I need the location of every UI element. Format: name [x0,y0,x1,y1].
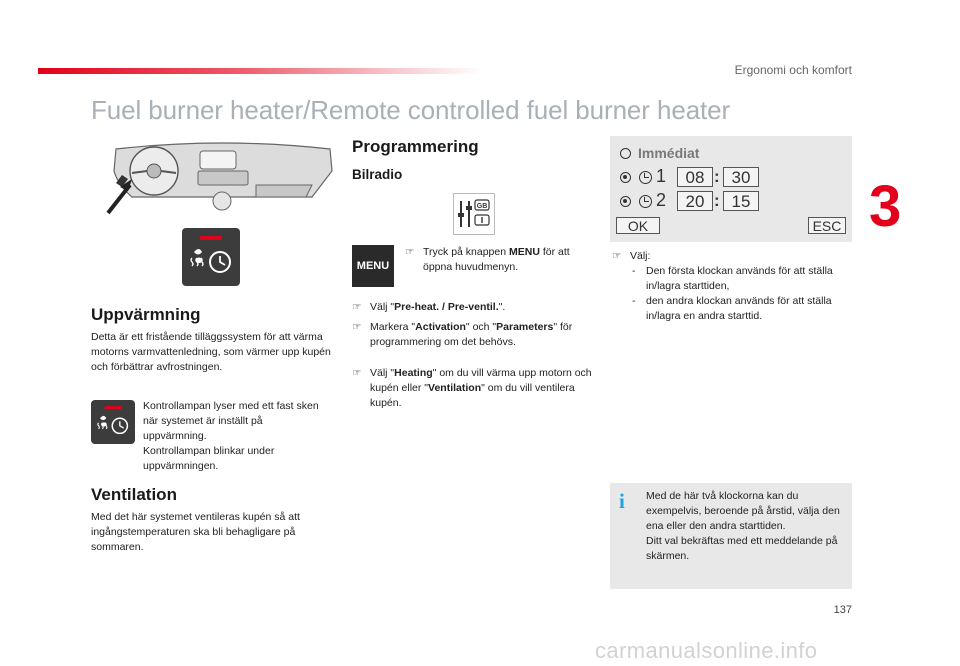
heater-lamp-large [182,228,240,286]
timer2-hour: 20 [677,191,713,211]
section-label: Ergonomi och komfort [734,63,852,77]
immediate-row [610,143,852,167]
timer1-separator: : [714,167,720,186]
immediate-label: Immédiat [638,145,700,161]
pointer-icon: ☞ [405,246,415,258]
chapter-number: 3 [869,174,902,239]
list-item: - den andra klockan används för att ställa in/lagra en andra starttid. [630,294,852,324]
timer1-minute: 30 [723,167,759,187]
step-press-menu: ☞ Tryck på knappen MENU för att öppna huvudmenyn. [405,246,570,273]
radio-button-icon [620,148,631,159]
timer2-index: 2 [656,190,667,210]
page-number: 137 [833,604,852,616]
watermark: carmanualsonline.info [595,638,818,663]
programming-heading: Programmering [352,137,479,156]
dashboard-illustration [106,141,338,219]
pointer-icon: ☞ [612,250,622,262]
ventilation-heading: Ventilation [91,485,177,504]
clock-icon [639,195,652,208]
timer1-row [610,167,852,191]
ok-button: OK [616,217,660,234]
info-text: Med de här två klockorna kan du exempelvis, beroende på årstid, välja den ena eller den andra starttiden. Ditt val bekräftas med ett meddelande på skärmen. [646,490,840,562]
step-heating-ventilation: ☞ Välj "Heating" om du vill värma upp motorn och kupén eller "Ventilation" om du vill ventilera kupén. [352,367,592,409]
radio-settings-icon [453,193,495,235]
radio-button-selected-icon [620,196,631,207]
timer2-minute: 15 [723,191,759,211]
page-title: Fuel burner heater/Remote controlled fuel burner heater [91,95,731,125]
esc-button: ESC [808,217,846,234]
heating-heading: Uppvärmning [91,305,201,324]
radio-button-selected-icon [620,172,631,183]
car-radio-subheading: Bilradio [352,167,403,182]
timer1-index: 1 [656,166,667,186]
step-choose-clock [612,249,852,324]
info-icon: i [619,489,625,513]
radio-icon-label: GB [476,203,488,210]
clock-icon [639,171,652,184]
menu-button: MENU [352,245,394,287]
timer2-separator: : [714,191,720,210]
fuel-heater-timer-icon [182,228,240,286]
header-accent-bar [38,68,483,74]
ventilation-description: Med det här systemet ventileras kupén så att ingångstemperaturen ska bli behagligare på sommaren. [91,511,300,553]
choose-label: Välj: [630,250,651,262]
pointer-icon: ☞ [352,367,362,379]
info-box [610,483,852,589]
lamp-description: Kontrollampan lyser med ett fast sken när systemet är inställt på uppvärmning. Kontrollampan blinkar under uppvärmningen. [143,400,319,472]
fuel-heater-timer-icon [91,400,135,444]
timer-screen [610,136,852,242]
pointer-icon: ☞ [352,321,362,333]
list-item: - Den första klockan används för att ställa in/lagra starttiden, [630,264,852,294]
pointer-icon: ☞ [352,301,362,313]
timer1-hour: 08 [677,167,713,187]
heating-description: Detta är ett fristående tilläggssystem för att värma motorns varmvattenledning, som värmer upp kupén och förbättrar avfrostningen. [91,331,331,373]
step-activation-parameters: ☞ Markera "Activation" och "Parameters" för programmering om det behövs. [352,321,573,348]
choose-list [612,264,852,324]
heater-lamp-small [91,400,135,444]
timer2-row [610,191,852,215]
step-select-preheat: ☞ Välj "Pre-heat. / Pre-ventil.". [352,301,506,313]
